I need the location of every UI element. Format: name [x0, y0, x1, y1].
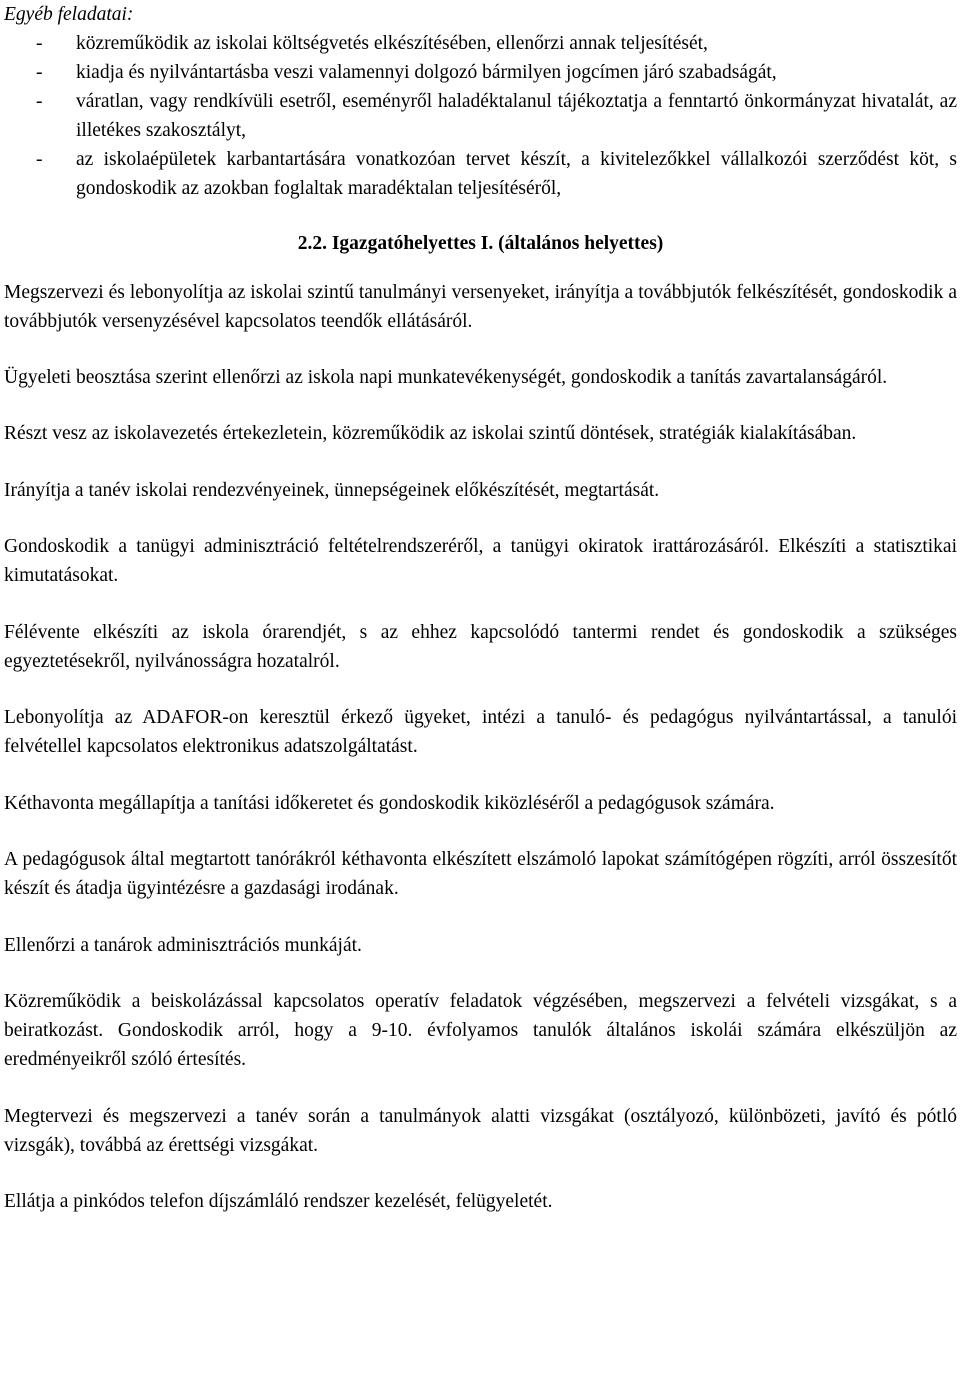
- dash-bullet: -: [36, 91, 43, 112]
- paragraph: Kéthavonta megállapítja a tanítási időkeretet és gondoskodik kiközléséről a pedagógusok számára.: [4, 793, 775, 814]
- list-item: [4, 58, 957, 87]
- paragraph: A pedagógusok által megtartott tanórákról kéthavonta elkészített elszámoló lapokat számítógépen rögzíti, arról összesítőt készít és átadja ügyintézésre a gazdasági irodának.: [4, 849, 957, 899]
- section-title: 2.2. Igazgatóhelyettes I. (általános helyettes): [297, 233, 664, 254]
- other-tasks-list: [4, 29, 957, 203]
- dash-bullet: -: [36, 149, 43, 170]
- dash-bullet: -: [36, 33, 43, 54]
- document-page: [4, 0, 957, 1216]
- paragraph: Irányítja a tanév iskolai rendezvényeinek, ünnepségeinek előkészítését, megtartását.: [4, 480, 660, 501]
- paragraph: Megtervezi és megszervezi a tanév során a tanulmányok alatti vizsgákat (osztályozó, különbözeti, javító és pótló vizsgák), továbbá az érettségi vizsgákat.: [4, 1106, 957, 1156]
- paragraph: Részt vesz az iskolavezetés értekezletein, közreműködik az iskolai szintű döntések, stratégiák kialakításában.: [4, 423, 857, 444]
- dash-bullet: -: [36, 62, 43, 83]
- list-item-text: váratlan, vagy rendkívüli esetről, eseményről haladéktalanul tájékoztatja a fenntartó önkormányzat hivatalát, az illetékes szakosztályt,: [76, 91, 957, 141]
- paragraph: Ügyeleti beosztása szerint ellenőrzi az iskola napi munkatevékenységét, gondoskodik a tanítás zavartalanságáról.: [4, 367, 888, 388]
- paragraph: Megszervezi és lebonyolítja az iskolai szintű tanulmányi versenyeket, irányítja a továbbjutók felkészítését, gondoskodik a továbbjutók versenyzésével kapcsolatos teendők ellátásáról.: [4, 282, 957, 332]
- paragraph: Ellenőrzi a tanárok adminisztrációs munkáját.: [4, 935, 362, 956]
- paragraph: Ellátja a pinkódos telefon díjszámláló rendszer kezelését, felügyeletét.: [4, 1191, 553, 1212]
- paragraph: Közreműködik a beiskolázással kapcsolatos operatív feladatok végzésében, megszervezi a felvételi vizsgákat, s a beiratkozást. Gondoskodik arról, hogy a 9-10. évfolyamos tanulók általános iskolái számára elkészüljön az eredményeikről szóló értesítés.: [4, 991, 957, 1070]
- paragraph: Gondoskodik a tanügyi adminisztráció feltételrendszeréről, a tanügyi okiratok irattározásáról. Elkészíti a statisztikai kimutatásokat.: [4, 536, 957, 586]
- list-item-text: az iskolaépületek karbantartására vonatkozóan tervet készít, a kivitelezőkkel vállalkozói szerződést köt, s gondoskodik az azokban foglaltak maradéktalan teljesítéséről,: [76, 149, 957, 199]
- paragraph: Lebonyolítja az ADAFOR-on keresztül érkező ügyeket, intézi a tanuló- és pedagógus nyilvántartással, a tanulói felvétellel kapcsolatos elektronikus adatszolgáltatást.: [4, 707, 957, 757]
- paragraph: Félévente elkészíti az iskola órarendjét, s az ehhez kapcsolódó tantermi rendet és gondoskodik a szükséges egyeztetésekről, nyilvánosságra hozatalról.: [4, 622, 957, 672]
- list-item: [4, 87, 957, 145]
- list-item-text: kiadja és nyilvántartásba veszi valamennyi dolgozó bármilyen jogcímen járó szabadságát,: [76, 62, 777, 83]
- list-item: [4, 145, 957, 203]
- list-item-text: közreműködik az iskolai költségvetés elkészítésében, ellenőrzi annak teljesítését,: [76, 33, 708, 54]
- list-item: [4, 29, 957, 58]
- other-tasks-heading: Egyéb feladatai:: [4, 4, 134, 25]
